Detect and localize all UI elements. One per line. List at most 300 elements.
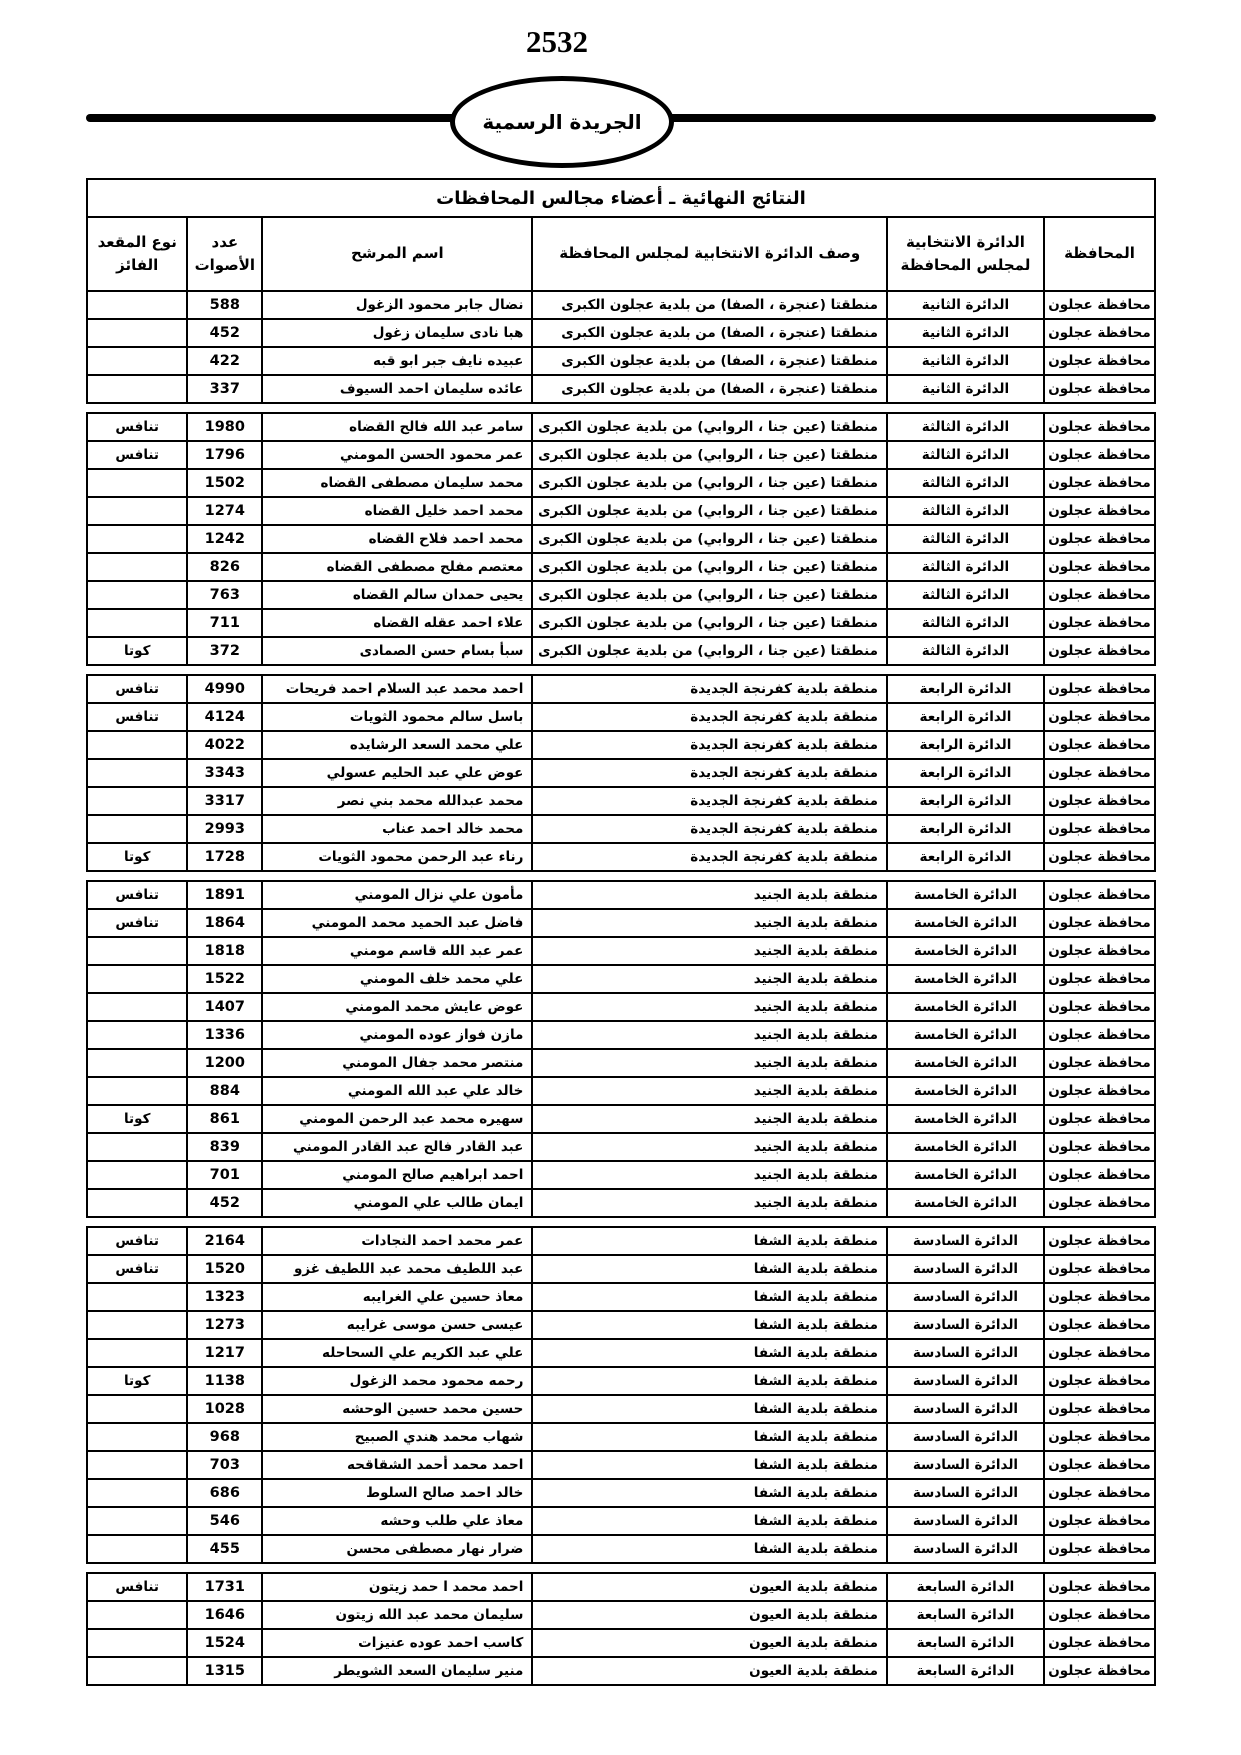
cell-district: الدائرة الخامسة bbox=[887, 1049, 1044, 1077]
cell-seat-type bbox=[87, 993, 187, 1021]
cell-seat-type bbox=[87, 1339, 187, 1367]
cell-district-desc: منطقة بلدية الشفا bbox=[532, 1423, 887, 1451]
cell-district: الدائرة السابعة bbox=[887, 1601, 1044, 1629]
table-row bbox=[87, 1451, 1155, 1479]
district-group-table bbox=[86, 1572, 1156, 1686]
cell-governorate: محافظة عجلون bbox=[1044, 993, 1155, 1021]
table-row bbox=[87, 815, 1155, 843]
cell-district: الدائرة الخامسة bbox=[887, 1133, 1044, 1161]
cell-votes: 1407 bbox=[187, 993, 262, 1021]
cell-district: الدائرة الثالثة bbox=[887, 413, 1044, 441]
cell-votes: 826 bbox=[187, 553, 262, 581]
cell-candidate: مازن فواز عوده المومني bbox=[262, 1021, 532, 1049]
cell-governorate: محافظة عجلون bbox=[1044, 441, 1155, 469]
table-row bbox=[87, 843, 1155, 871]
district-group-table bbox=[86, 880, 1156, 1218]
cell-governorate: محافظة عجلون bbox=[1044, 815, 1155, 843]
cell-district-desc: منطقة بلدية الجنيد bbox=[532, 965, 887, 993]
cell-votes: 1242 bbox=[187, 525, 262, 553]
cell-candidate: علي محمد السعد الرشايده bbox=[262, 731, 532, 759]
cell-governorate: محافظة عجلون bbox=[1044, 1629, 1155, 1657]
cell-governorate: محافظة عجلون bbox=[1044, 1161, 1155, 1189]
cell-governorate: محافظة عجلون bbox=[1044, 1479, 1155, 1507]
cell-district: الدائرة السادسة bbox=[887, 1507, 1044, 1535]
cell-governorate: محافظة عجلون bbox=[1044, 413, 1155, 441]
table-row bbox=[87, 1255, 1155, 1283]
cell-district: الدائرة الثالثة bbox=[887, 581, 1044, 609]
table-row bbox=[87, 965, 1155, 993]
cell-candidate: عائده سليمان احمد السيوف bbox=[262, 375, 532, 403]
cell-seat-type: تنافس bbox=[87, 1573, 187, 1601]
cell-governorate: محافظة عجلون bbox=[1044, 787, 1155, 815]
cell-seat-type bbox=[87, 469, 187, 497]
table-row bbox=[87, 553, 1155, 581]
cell-district-desc: منطقتا (عين جنا ، الروابي) من بلدية عجلون الكبرى bbox=[532, 525, 887, 553]
cell-district-desc: منطقة بلدية الشفا bbox=[532, 1507, 887, 1535]
cell-governorate: محافظة عجلون bbox=[1044, 1105, 1155, 1133]
cell-candidate: محمد سليمان مصطفى القضاه bbox=[262, 469, 532, 497]
cell-votes: 1315 bbox=[187, 1657, 262, 1685]
cell-district-desc: منطقتا (عين جنا ، الروابي) من بلدية عجلون الكبرى bbox=[532, 609, 887, 637]
cell-governorate: محافظة عجلون bbox=[1044, 637, 1155, 665]
cell-governorate: محافظة عجلون bbox=[1044, 1077, 1155, 1105]
cell-governorate: محافظة عجلون bbox=[1044, 1189, 1155, 1217]
cell-seat-type bbox=[87, 1395, 187, 1423]
cell-candidate: ايمان طالب علي المومني bbox=[262, 1189, 532, 1217]
cell-district: الدائرة السادسة bbox=[887, 1367, 1044, 1395]
cell-votes: 1646 bbox=[187, 1601, 262, 1629]
cell-candidate: هبا نادى سليمان زغول bbox=[262, 319, 532, 347]
gazette-seal bbox=[450, 76, 674, 168]
cell-governorate: محافظة عجلون bbox=[1044, 581, 1155, 609]
cell-governorate: محافظة عجلون bbox=[1044, 1507, 1155, 1535]
cell-governorate: محافظة عجلون bbox=[1044, 1255, 1155, 1283]
cell-governorate: محافظة عجلون bbox=[1044, 469, 1155, 497]
table-row bbox=[87, 609, 1155, 637]
cell-district-desc: منطقة بلدية الشفا bbox=[532, 1367, 887, 1395]
cell-candidate: سبأ بسام حسن الصمادى bbox=[262, 637, 532, 665]
cell-seat-type bbox=[87, 937, 187, 965]
cell-votes: 3317 bbox=[187, 787, 262, 815]
cell-candidate: ضرار نهار مصطفى محسن bbox=[262, 1535, 532, 1563]
results-table-area bbox=[86, 178, 1156, 1686]
cell-district: الدائرة الخامسة bbox=[887, 993, 1044, 1021]
cell-seat-type: تنافس bbox=[87, 909, 187, 937]
cell-district: الدائرة السادسة bbox=[887, 1395, 1044, 1423]
cell-votes: 1028 bbox=[187, 1395, 262, 1423]
cell-candidate: احمد محمد ا حمد زيتون bbox=[262, 1573, 532, 1601]
cell-votes: 2164 bbox=[187, 1227, 262, 1255]
table-row bbox=[87, 347, 1155, 375]
cell-candidate: سليمان محمد عبد الله زيتون bbox=[262, 1601, 532, 1629]
cell-candidate: منتصر محمد جفال المومني bbox=[262, 1049, 532, 1077]
cell-district-desc: منطقة بلدية كفرنجة الجديدة bbox=[532, 787, 887, 815]
cell-seat-type: تنافس bbox=[87, 413, 187, 441]
cell-governorate: محافظة عجلون bbox=[1044, 937, 1155, 965]
cell-candidate: عبيده نايف جبر ابو قبه bbox=[262, 347, 532, 375]
cell-candidate: عبد اللطيف محمد عبد اللطيف غزو bbox=[262, 1255, 532, 1283]
cell-seat-type bbox=[87, 815, 187, 843]
cell-district: الدائرة الخامسة bbox=[887, 1189, 1044, 1217]
cell-district-desc: منطقة بلدية الشفا bbox=[532, 1339, 887, 1367]
table-row bbox=[87, 1283, 1155, 1311]
cell-district: الدائرة الرابعة bbox=[887, 815, 1044, 843]
cell-candidate: علاء احمد عقله القضاه bbox=[262, 609, 532, 637]
results-groups bbox=[86, 290, 1156, 1686]
table-row bbox=[87, 319, 1155, 347]
cell-district: الدائرة الثانية bbox=[887, 291, 1044, 319]
cell-governorate: محافظة عجلون bbox=[1044, 759, 1155, 787]
cell-district-desc: منطقة بلدية العيون bbox=[532, 1573, 887, 1601]
cell-seat-type bbox=[87, 1507, 187, 1535]
cell-seat-type bbox=[87, 965, 187, 993]
cell-district-desc: منطقة بلدية الجنيد bbox=[532, 1161, 887, 1189]
cell-seat-type: تنافس bbox=[87, 441, 187, 469]
cell-candidate: باسل سالم محمود الثويات bbox=[262, 703, 532, 731]
cell-district-desc: منطقة بلدية العيون bbox=[532, 1601, 887, 1629]
table-row bbox=[87, 1423, 1155, 1451]
cell-district: الدائرة السابعة bbox=[887, 1657, 1044, 1685]
table-row bbox=[87, 759, 1155, 787]
cell-candidate: خالد علي عبد الله المومني bbox=[262, 1077, 532, 1105]
table-row bbox=[87, 1395, 1155, 1423]
cell-governorate: محافظة عجلون bbox=[1044, 1451, 1155, 1479]
cell-seat-type bbox=[87, 609, 187, 637]
cell-district-desc: منطقة بلدية كفرنجة الجديدة bbox=[532, 843, 887, 871]
table-row bbox=[87, 1479, 1155, 1507]
cell-seat-type bbox=[87, 1077, 187, 1105]
cell-seat-type bbox=[87, 759, 187, 787]
cell-seat-type bbox=[87, 1629, 187, 1657]
cell-district-desc: منطقتا (عنجرة ، الصفا) من بلدية عجلون الكبرى bbox=[532, 291, 887, 319]
cell-votes: 703 bbox=[187, 1451, 262, 1479]
cell-district: الدائرة السادسة bbox=[887, 1479, 1044, 1507]
cell-district: الدائرة الخامسة bbox=[887, 965, 1044, 993]
cell-district-desc: منطقة بلدية كفرنجة الجديدة bbox=[532, 731, 887, 759]
cell-governorate: محافظة عجلون bbox=[1044, 553, 1155, 581]
cell-votes: 422 bbox=[187, 347, 262, 375]
table-row bbox=[87, 993, 1155, 1021]
cell-votes: 1273 bbox=[187, 1311, 262, 1339]
table-row bbox=[87, 375, 1155, 403]
cell-seat-type bbox=[87, 1601, 187, 1629]
table-row bbox=[87, 1367, 1155, 1395]
cell-district: الدائرة الخامسة bbox=[887, 1161, 1044, 1189]
cell-district: الدائرة السادسة bbox=[887, 1311, 1044, 1339]
cell-seat-type bbox=[87, 1049, 187, 1077]
cell-seat-type bbox=[87, 581, 187, 609]
cell-district: الدائرة الرابعة bbox=[887, 703, 1044, 731]
table-row bbox=[87, 497, 1155, 525]
cell-votes: 861 bbox=[187, 1105, 262, 1133]
cell-candidate: عبد القادر فالح عبد القادر المومني bbox=[262, 1133, 532, 1161]
cell-governorate: محافظة عجلون bbox=[1044, 731, 1155, 759]
table-column-header-row bbox=[87, 217, 1155, 291]
cell-seat-type: كوتا bbox=[87, 1105, 187, 1133]
cell-governorate: محافظة عجلون bbox=[1044, 675, 1155, 703]
cell-candidate: يحيى حمدان سالم القضاه bbox=[262, 581, 532, 609]
table-row bbox=[87, 1227, 1155, 1255]
cell-seat-type bbox=[87, 787, 187, 815]
cell-district-desc: منطقتا (عين جنا ، الروابي) من بلدية عجلون الكبرى bbox=[532, 581, 887, 609]
cell-governorate: محافظة عجلون bbox=[1044, 1657, 1155, 1685]
cell-votes: 455 bbox=[187, 1535, 262, 1563]
cell-governorate: محافظة عجلون bbox=[1044, 347, 1155, 375]
cell-governorate: محافظة عجلون bbox=[1044, 909, 1155, 937]
cell-candidate: احمد محمد عبد السلام احمد فريحات bbox=[262, 675, 532, 703]
cell-district: الدائرة السادسة bbox=[887, 1227, 1044, 1255]
cell-district: الدائرة الثالثة bbox=[887, 637, 1044, 665]
cell-votes: 3343 bbox=[187, 759, 262, 787]
cell-district: الدائرة السادسة bbox=[887, 1339, 1044, 1367]
table-title-row bbox=[87, 179, 1155, 217]
cell-candidate: خالد احمد صالح السلوط bbox=[262, 1479, 532, 1507]
cell-seat-type bbox=[87, 1161, 187, 1189]
cell-candidate: عمر محمود الحسن المومني bbox=[262, 441, 532, 469]
table-row bbox=[87, 1189, 1155, 1217]
cell-candidate: محمد عبدالله محمد بني نصر bbox=[262, 787, 532, 815]
cell-votes: 1138 bbox=[187, 1367, 262, 1395]
table-row bbox=[87, 1077, 1155, 1105]
cell-governorate: محافظة عجلون bbox=[1044, 881, 1155, 909]
cell-governorate: محافظة عجلون bbox=[1044, 1049, 1155, 1077]
cell-district: الدائرة الرابعة bbox=[887, 787, 1044, 815]
cell-governorate: محافظة عجلون bbox=[1044, 291, 1155, 319]
cell-seat-type bbox=[87, 497, 187, 525]
cell-candidate: احمد ابراهيم صالح المومني bbox=[262, 1161, 532, 1189]
table-row bbox=[87, 441, 1155, 469]
cell-votes: 1524 bbox=[187, 1629, 262, 1657]
cell-candidate: معاذ علي طلب وحشه bbox=[262, 1507, 532, 1535]
cell-district-desc: منطقتا (عين جنا ، الروابي) من بلدية عجلون الكبرى bbox=[532, 441, 887, 469]
table-row bbox=[87, 881, 1155, 909]
table-row bbox=[87, 1133, 1155, 1161]
cell-seat-type bbox=[87, 291, 187, 319]
cell-candidate: فاضل عبد الحميد محمد المومني bbox=[262, 909, 532, 937]
cell-seat-type bbox=[87, 1451, 187, 1479]
cell-governorate: محافظة عجلون bbox=[1044, 1423, 1155, 1451]
cell-votes: 884 bbox=[187, 1077, 262, 1105]
table-row bbox=[87, 1601, 1155, 1629]
cell-seat-type bbox=[87, 525, 187, 553]
cell-votes: 4022 bbox=[187, 731, 262, 759]
cell-candidate: عمر محمد احمد النجادات bbox=[262, 1227, 532, 1255]
cell-district-desc: منطقة بلدية العيون bbox=[532, 1629, 887, 1657]
cell-governorate: محافظة عجلون bbox=[1044, 1573, 1155, 1601]
table-row bbox=[87, 1339, 1155, 1367]
cell-district-desc: منطقة بلدية الشفا bbox=[532, 1451, 887, 1479]
cell-district: الدائرة الخامسة bbox=[887, 1105, 1044, 1133]
cell-district-desc: منطقتا (عنجرة ، الصفا) من بلدية عجلون الكبرى bbox=[532, 375, 887, 403]
cell-district-desc: منطقة بلدية الجنيد bbox=[532, 1049, 887, 1077]
cell-district-desc: منطقة بلدية الشفا bbox=[532, 1535, 887, 1563]
cell-votes: 1217 bbox=[187, 1339, 262, 1367]
cell-district-desc: منطقة بلدية الجنيد bbox=[532, 881, 887, 909]
cell-district-desc: منطقتا (عين جنا ، الروابي) من بلدية عجلون الكبرى bbox=[532, 637, 887, 665]
cell-seat-type bbox=[87, 1657, 187, 1685]
cell-district-desc: منطقتا (عين جنا ، الروابي) من بلدية عجلون الكبرى bbox=[532, 553, 887, 581]
cell-candidate: كاسب احمد عوده عنيزات bbox=[262, 1629, 532, 1657]
cell-district: الدائرة الرابعة bbox=[887, 759, 1044, 787]
cell-governorate: محافظة عجلون bbox=[1044, 497, 1155, 525]
cell-district: الدائرة الثالثة bbox=[887, 553, 1044, 581]
cell-votes: 1891 bbox=[187, 881, 262, 909]
cell-district-desc: منطقة بلدية الجنيد bbox=[532, 1189, 887, 1217]
cell-governorate: محافظة عجلون bbox=[1044, 843, 1155, 871]
cell-district: الدائرة السابعة bbox=[887, 1629, 1044, 1657]
col-header-votes: عدد الأصوات bbox=[187, 217, 262, 291]
cell-candidate: مأمون علي نزال المومني bbox=[262, 881, 532, 909]
cell-district: الدائرة الثالثة bbox=[887, 497, 1044, 525]
cell-governorate: محافظة عجلون bbox=[1044, 1227, 1155, 1255]
cell-votes: 711 bbox=[187, 609, 262, 637]
cell-seat-type: تنافس bbox=[87, 675, 187, 703]
cell-seat-type bbox=[87, 1535, 187, 1563]
cell-district-desc: منطقة بلدية الجنيد bbox=[532, 1133, 887, 1161]
cell-candidate: عيسى حسن موسى غرايبه bbox=[262, 1311, 532, 1339]
cell-district-desc: منطقة بلدية العيون bbox=[532, 1657, 887, 1685]
cell-candidate: منير سليمان السعد الشويطر bbox=[262, 1657, 532, 1685]
cell-governorate: محافظة عجلون bbox=[1044, 1339, 1155, 1367]
cell-candidate: معتصم مفلح مصطفى القضاه bbox=[262, 553, 532, 581]
cell-district: الدائرة الرابعة bbox=[887, 843, 1044, 871]
cell-seat-type bbox=[87, 1479, 187, 1507]
cell-governorate: محافظة عجلون bbox=[1044, 1133, 1155, 1161]
cell-candidate: محمد احمد فلاح القضاه bbox=[262, 525, 532, 553]
cell-district-desc: منطقة بلدية الجنيد bbox=[532, 1077, 887, 1105]
table-row bbox=[87, 525, 1155, 553]
cell-governorate: محافظة عجلون bbox=[1044, 375, 1155, 403]
cell-district: الدائرة السادسة bbox=[887, 1451, 1044, 1479]
cell-district: الدائرة الثانية bbox=[887, 375, 1044, 403]
table-row bbox=[87, 469, 1155, 497]
cell-governorate: محافظة عجلون bbox=[1044, 319, 1155, 347]
cell-votes: 337 bbox=[187, 375, 262, 403]
cell-seat-type bbox=[87, 1133, 187, 1161]
cell-seat-type bbox=[87, 1311, 187, 1339]
cell-seat-type: تنافس bbox=[87, 1227, 187, 1255]
cell-governorate: محافظة عجلون bbox=[1044, 1367, 1155, 1395]
cell-candidate: سهيره محمد عبد الرحمن المومني bbox=[262, 1105, 532, 1133]
cell-district-desc: منطقتا (عين جنا ، الروابي) من بلدية عجلون الكبرى bbox=[532, 497, 887, 525]
cell-governorate: محافظة عجلون bbox=[1044, 1395, 1155, 1423]
cell-district-desc: منطقة بلدية الشفا bbox=[532, 1479, 887, 1507]
cell-governorate: محافظة عجلون bbox=[1044, 525, 1155, 553]
cell-seat-type bbox=[87, 375, 187, 403]
table-row bbox=[87, 1629, 1155, 1657]
table-row bbox=[87, 291, 1155, 319]
cell-candidate: احمد محمد أحمد الشقاقحه bbox=[262, 1451, 532, 1479]
cell-votes: 1323 bbox=[187, 1283, 262, 1311]
cell-votes: 2993 bbox=[187, 815, 262, 843]
cell-seat-type: تنافس bbox=[87, 881, 187, 909]
col-header-seat-type: نوع المقعد الفائز bbox=[87, 217, 187, 291]
cell-votes: 839 bbox=[187, 1133, 262, 1161]
cell-votes: 1520 bbox=[187, 1255, 262, 1283]
cell-district: الدائرة الثالثة bbox=[887, 441, 1044, 469]
cell-votes: 968 bbox=[187, 1423, 262, 1451]
table-row bbox=[87, 1507, 1155, 1535]
table-row bbox=[87, 703, 1155, 731]
cell-district: الدائرة السابعة bbox=[887, 1573, 1044, 1601]
cell-district-desc: منطقة بلدية الجنيد bbox=[532, 1105, 887, 1133]
district-group-table bbox=[86, 1226, 1156, 1564]
cell-candidate: حسين محمد حسين الوحشه bbox=[262, 1395, 532, 1423]
cell-candidate: رحمه محمود محمد الزغول bbox=[262, 1367, 532, 1395]
cell-votes: 701 bbox=[187, 1161, 262, 1189]
cell-district: الدائرة الثانية bbox=[887, 347, 1044, 375]
cell-votes: 686 bbox=[187, 1479, 262, 1507]
cell-seat-type: كوتا bbox=[87, 1367, 187, 1395]
cell-seat-type bbox=[87, 319, 187, 347]
cell-candidate: علي محمد خلف المومني bbox=[262, 965, 532, 993]
cell-votes: 1200 bbox=[187, 1049, 262, 1077]
table-row bbox=[87, 413, 1155, 441]
cell-district: الدائرة الثانية bbox=[887, 319, 1044, 347]
cell-seat-type bbox=[87, 553, 187, 581]
cell-candidate: شهاب محمد هندي الصبيح bbox=[262, 1423, 532, 1451]
cell-seat-type bbox=[87, 1021, 187, 1049]
table-row bbox=[87, 1105, 1155, 1133]
cell-governorate: محافظة عجلون bbox=[1044, 1601, 1155, 1629]
cell-votes: 1336 bbox=[187, 1021, 262, 1049]
cell-candidate: محمد احمد خليل القضاه bbox=[262, 497, 532, 525]
cell-district: الدائرة الرابعة bbox=[887, 675, 1044, 703]
cell-votes: 546 bbox=[187, 1507, 262, 1535]
cell-district-desc: منطقة بلدية الشفا bbox=[532, 1283, 887, 1311]
cell-votes: 588 bbox=[187, 291, 262, 319]
cell-governorate: محافظة عجلون bbox=[1044, 965, 1155, 993]
cell-votes: 452 bbox=[187, 319, 262, 347]
cell-votes: 1818 bbox=[187, 937, 262, 965]
cell-seat-type bbox=[87, 1283, 187, 1311]
cell-seat-type: تنافس bbox=[87, 703, 187, 731]
table-title: النتائج النهائية ـ أعضاء مجالس المحافظات bbox=[87, 179, 1155, 217]
cell-seat-type bbox=[87, 731, 187, 759]
table-row bbox=[87, 787, 1155, 815]
col-header-district-desc: وصف الدائرة الانتخابية لمجلس المحافظة bbox=[532, 217, 887, 291]
cell-seat-type: كوتا bbox=[87, 637, 187, 665]
cell-district-desc: منطقة بلدية الشفا bbox=[532, 1311, 887, 1339]
table-row bbox=[87, 1535, 1155, 1563]
cell-seat-type bbox=[87, 347, 187, 375]
cell-district: الدائرة الخامسة bbox=[887, 909, 1044, 937]
cell-district-desc: منطقة بلدية الجنيد bbox=[532, 1021, 887, 1049]
cell-district-desc: منطقة بلدية كفرنجة الجديدة bbox=[532, 759, 887, 787]
table-row bbox=[87, 1161, 1155, 1189]
cell-district-desc: منطقتا (عين جنا ، الروابي) من بلدية عجلون الكبرى bbox=[532, 469, 887, 497]
cell-district: الدائرة الثالثة bbox=[887, 525, 1044, 553]
cell-district: الدائرة الرابعة bbox=[887, 731, 1044, 759]
cell-district: الدائرة الخامسة bbox=[887, 937, 1044, 965]
table-row bbox=[87, 1311, 1155, 1339]
cell-governorate: محافظة عجلون bbox=[1044, 703, 1155, 731]
cell-votes: 1502 bbox=[187, 469, 262, 497]
cell-district-desc: منطقة بلدية الجنيد bbox=[532, 909, 887, 937]
cell-district-desc: منطقة بلدية كفرنجة الجديدة bbox=[532, 675, 887, 703]
gazette-title: الجريدة الرسمية bbox=[482, 110, 642, 134]
cell-district: الدائرة السادسة bbox=[887, 1423, 1044, 1451]
cell-district: الدائرة السادسة bbox=[887, 1255, 1044, 1283]
cell-district-desc: منطقة بلدية الجنيد bbox=[532, 937, 887, 965]
cell-district: الدائرة الخامسة bbox=[887, 1021, 1044, 1049]
cell-district: الدائرة الخامسة bbox=[887, 1077, 1044, 1105]
cell-candidate: عوض عايش محمد المومني bbox=[262, 993, 532, 1021]
cell-district-desc: منطقة بلدية الجنيد bbox=[532, 993, 887, 1021]
table-row bbox=[87, 581, 1155, 609]
cell-governorate: محافظة عجلون bbox=[1044, 1311, 1155, 1339]
cell-votes: 452 bbox=[187, 1189, 262, 1217]
